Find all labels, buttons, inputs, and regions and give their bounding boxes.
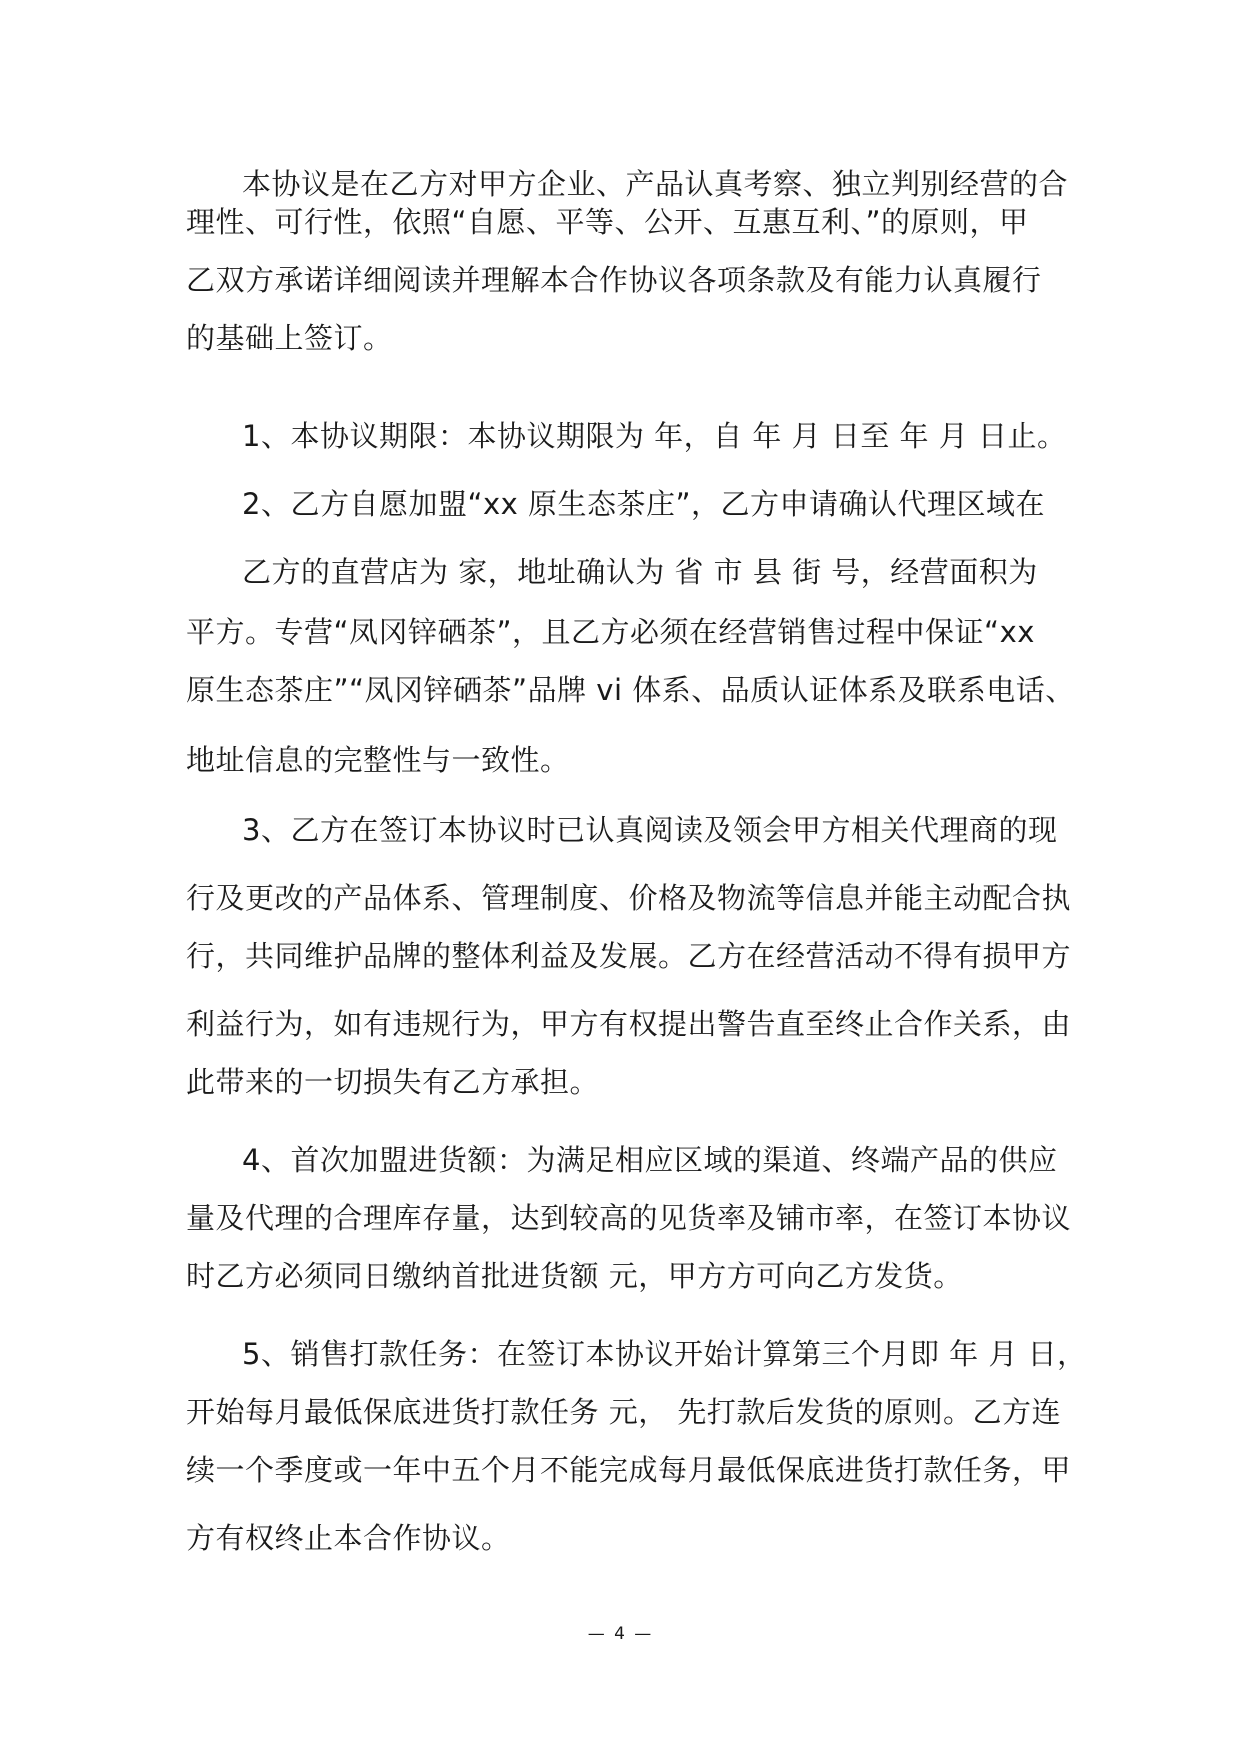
paragraph-preamble-line-3: 乙双方承诺详细阅读并理解本合作协议各项条款及有能力认真履行 <box>186 263 1042 297</box>
clause-3-line-4: 利益行为，如有违规行为，甲方有权提出警告直至终止合作关系，由 <box>186 1007 1072 1041</box>
clause-2-line-2: 乙方的直营店为 家，地址确认为 省 市 县 街 号，经营面积为 <box>242 555 1038 589</box>
clause-1-line-1: 1、本协议期限：本协议期限为 年，自 年 月 日至 年 月 日止。 <box>242 419 1067 453</box>
clause-4-line-1: 4、首次加盟进货额：为满足相应区域的渠道、终端产品的供应 <box>242 1143 1058 1177</box>
paragraph-preamble-line-2: 理性、可行性，依照“自愿、平等、公开、互惠互利、”的原则，甲 <box>186 205 1029 239</box>
clause-3-line-3: 行，共同维护品牌的整体利益及发展。乙方在经营活动不得有损甲方 <box>186 939 1072 973</box>
clause-2-line-3: 平方。专营“凤冈锌硒茶”，且乙方必须在经营销售过程中保证“xx <box>186 615 1035 649</box>
page-number: — 4 — <box>587 1624 654 1644</box>
clause-4-line-3: 时乙方必须同日缴纳首批进货额 元，甲方方可向乙方发货。 <box>186 1259 963 1293</box>
clause-5-line-1: 5、销售打款任务：在签订本协议开始计算第三个月即 年 月 日， <box>242 1337 1087 1371</box>
clause-5-line-2: 开始每月最低保底进货打款任务 元， 先打款后发货的原则。乙方连 <box>186 1395 1061 1429</box>
clause-4-line-2: 量及代理的合理库存量，达到较高的见货率及铺市率，在签订本协议 <box>186 1201 1072 1235</box>
clause-5-line-4: 方有权终止本合作协议。 <box>186 1521 511 1555</box>
clause-2-line-1: 2、乙方自愿加盟“xx 原生态茶庄”，乙方申请确认代理区域在 <box>242 487 1046 521</box>
clause-2-line-4: 原生态茶庄”“凤冈锌硒茶”品牌 vi 体系、品质认证体系及联系电话、 <box>186 673 1075 707</box>
clause-3-line-5: 此带来的一切损失有乙方承担。 <box>186 1065 600 1099</box>
clause-5-line-3: 续一个季度或一年中五个月不能完成每月最低保底进货打款任务，甲 <box>186 1453 1072 1487</box>
paragraph-preamble-line-1: 本协议是在乙方对甲方企业、产品认真考察、独立判别经营的合 <box>242 167 1069 201</box>
clause-3-line-1: 3、乙方在签订本协议时已认真阅读及领会甲方相关代理商的现 <box>242 813 1058 847</box>
clause-3-line-2: 行及更改的产品体系、管理制度、价格及物流等信息并能主动配合执 <box>186 881 1072 915</box>
paragraph-preamble-line-4: 的基础上签订。 <box>186 321 393 355</box>
clause-2-line-5: 地址信息的完整性与一致性。 <box>186 743 570 777</box>
